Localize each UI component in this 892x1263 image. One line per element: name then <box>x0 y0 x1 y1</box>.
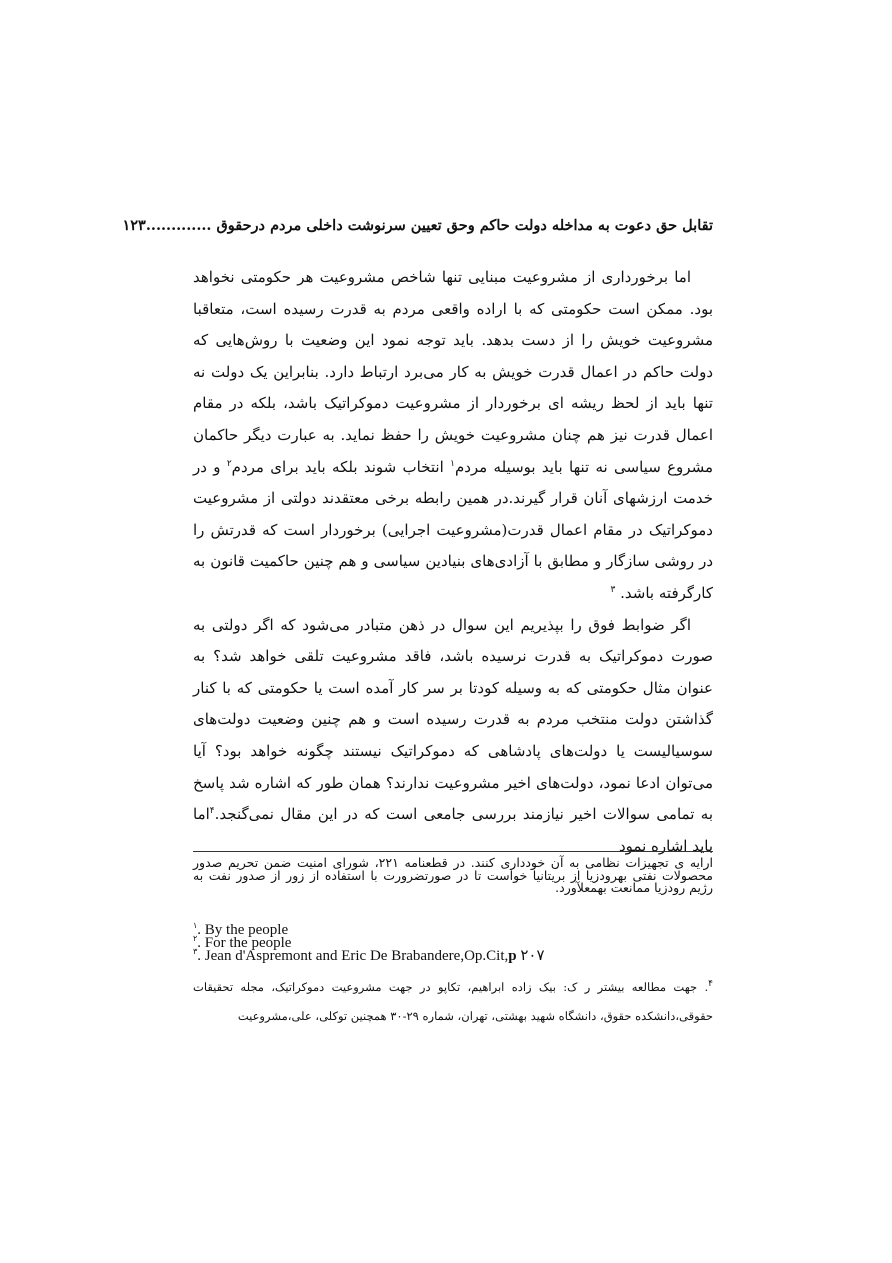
paragraph-2-part-b: اما باید اشاره نمود <box>193 805 713 855</box>
footnote-4-text: . جهت مطالعه بیشتر ر ک: بیک زاده ابراهیم، تکاپو در جهت مشروعیت دموکراتیک، مجله تحقیقات حقوقی،دانشکده حقوق، دانشگاه شهید بهشتی، تهران، شماره ۲۹-۳۰ همچنین توکلی، علی،مشروعیت <box>193 980 713 1023</box>
footnote-1-text: . By the people <box>197 922 289 938</box>
footnote-1-number: ۱ <box>193 921 198 930</box>
footnote-ref-4: ۴ <box>209 806 215 817</box>
main-text <box>193 262 713 862</box>
footnote-4-number: ۴ <box>708 979 713 990</box>
paragraph-1 <box>193 262 713 610</box>
footnote-separator <box>193 851 713 852</box>
footnote-ref-1: ۱ <box>450 458 455 469</box>
footnote-3-page: ۲۰۷ <box>516 948 545 964</box>
footnote-4 <box>193 973 713 1031</box>
footnote-3-text: . Jean d'Aspremont and Eric De Brabandere,Op.Cit, <box>197 948 509 964</box>
footnote-ref-2: ۲ <box>226 458 232 469</box>
footnote-continued <box>193 857 713 895</box>
paragraph-2-part-a: اگر ضوابط فوق را بپذیریم این سوال در ذهن متبادر می‌شود که اگر دولتی به صورت دموکراتیک به قدرت نرسیده باشد، فاقد مشروعیت تلقی خواهد شد؟ به عنوان مثال حکومتی که به وسیله کودتا بر سر کار آمده است یا حکومتی که با کنار گذاشتن دولت منتخب مردم به قدرت رسیده است و هم چنین وضعیت دولت‌های سوسیالیست یا دولت‌های پادشاهی که دموکراتیک نیستند چگونه خواهد بود؟ آیا می‌توان ادعا نمود، دولت‌های اخیر مشروعیت ندارند؟ همان طور که اشاره شد پاسخ به تمامی سوالات اخیر نیازمند بررسی جامعی است که در این مقال نمی‌گنجد. <box>193 615 713 824</box>
running-header-title: تقابل حق دعوت به مداخله دولت حاکم وحق تعیین سرنوشت داخلی مردم درحقوق .............۱۲۳ <box>122 217 713 234</box>
footnote-3 <box>193 947 713 964</box>
paragraph-1-part-a: اما برخورداری از مشروعیت مبنایی تنها شاخص مشروعیت هر حکومتی نخواهد بود. ممکن است حکومتی که با اراده واقعی مردم به قدرت رسیده است، متعاقبا مشروعیت خویش را از دست بدهد. باید توجه نمود این وضعیت با روش‌هایی که دولت حاکم در اعمال قدرت خویش به کار می‌برد ارتباط دارد. بنابراین یک دولت نه تنها باید از لحظ ریشه ای برخوردار از مشروعیت دموکراتیک باشد، بلکه در مقام اعمال قدرت نیز هم چنان مشروعیت خویش را حفظ نماید. به عبارت دیگر حاکمان مشروع سیاسی نه تنها باید بوسیله مردم <box>193 268 713 476</box>
footnote-3-page-label: p <box>508 948 517 964</box>
paragraph-2 <box>193 610 713 863</box>
running-header <box>122 216 713 236</box>
footnote-ref-3: ۳ <box>610 584 616 595</box>
footnote-continued-text: ارایه ی تجهیزات نظامی به آن خودداری کنند. در قطعنامه ۲۲۱، شورای امنیت ضمن تحریم صدور محصولات نفتی بهرودزیا از بریتانیا خواست تا در صورتضرورت با استفاده از زور از صدور نفت به رژیم رودزیا ممانعت بهمعلآورد. <box>193 855 713 895</box>
paragraph-1-part-c: و در خدمت ارزشهای آنان قرار گیرند.در همین رابطه برخی معتقدند دولتی از مشروعیت دموکراتیک در مقام اعمال قدرت(مشروعیت اجرایی) برخوردار است که قدرتش را در روشی سازگار و مطابق با آزادی‌های بنیادین سیاسی و هم چنین حاکمیت قانون به کارگرفته باشد. <box>193 457 713 602</box>
footnote-2-number: ۲ <box>193 934 198 943</box>
footnote-2-text: . For the people <box>197 935 292 951</box>
footnotes-latin <box>193 921 713 964</box>
footnote-3-number: ۳ <box>193 947 198 956</box>
paragraph-1-part-b: انتخاب شوند بلکه باید برای مردم <box>231 457 451 476</box>
